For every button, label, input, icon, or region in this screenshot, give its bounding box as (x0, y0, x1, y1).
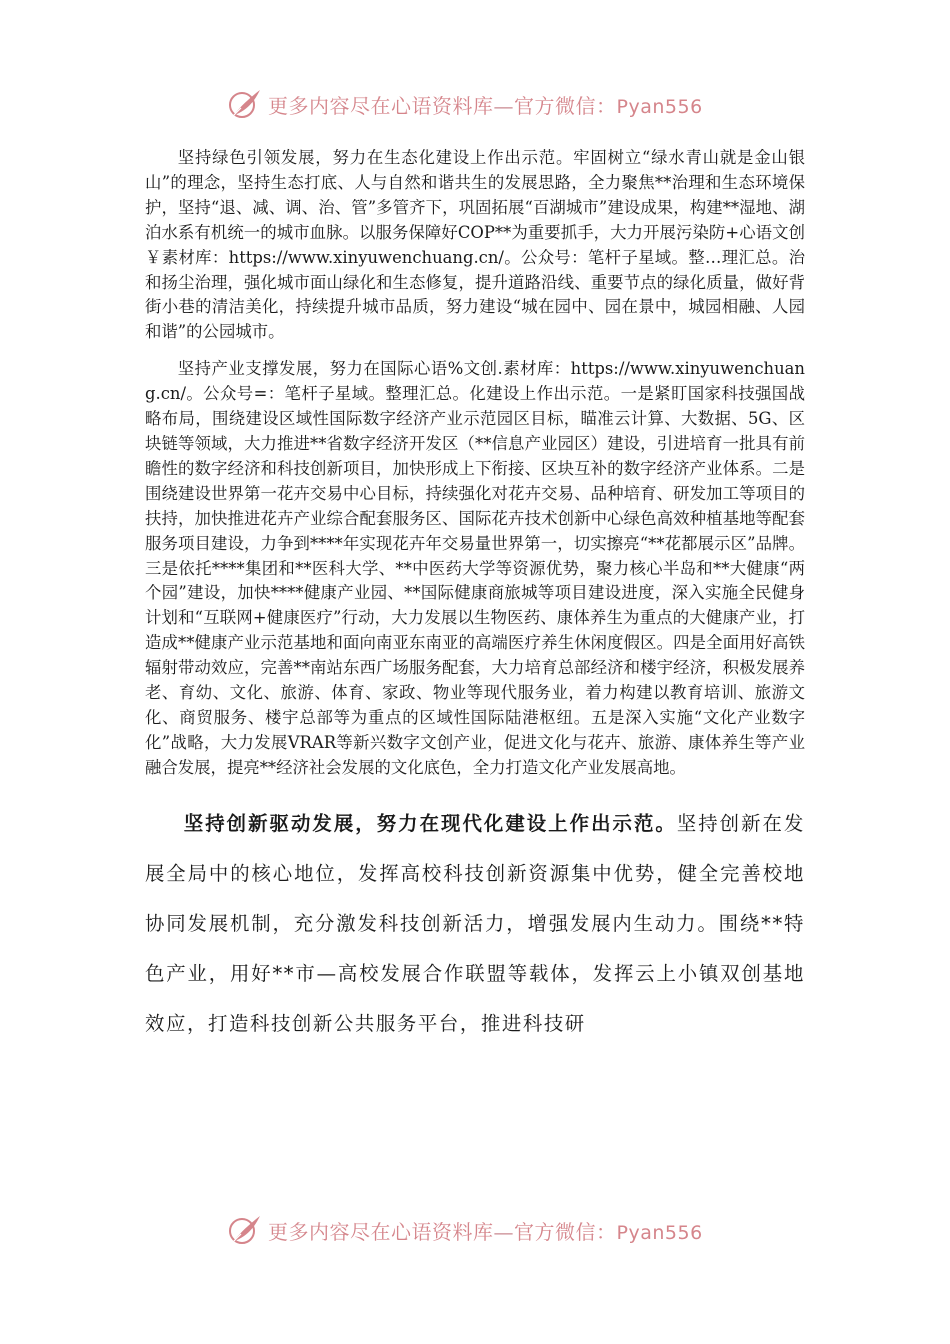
paragraph-lead-heading: 坚持创新驱动发展，努力在现代化建设上作出示范。 (183, 811, 677, 835)
footer-watermark (0, 1210, 950, 1250)
paragraph-innovation-driven (145, 799, 805, 1049)
paragraph-industry-support: 坚持产业支撑发展，努力在国际心语%文创.素材库：https://www.xinyuwenchuang.cn/。公众号=：笔杆子星域。整理汇总。化建设上作出示范。一是紧盯国家科技强国战略布局，围绕建设区域性国际数字经济产业示范园区目标，瞄准云计算、大数据、5G、区块链等领域，大力推进**省数字经济开发区（**信息产业园区）建设，引进培育一批具有前瞻性的数字经济和科技创新项目，加快形成上下衔接、区块互补的数字经济产业体系。二是围绕建设世界第一花卉交易中心目标，持续强化对花卉交易、品种培育、研发加工等项目的扶持，加快推进花卉产业综合配套服务区、国际花卉技术创新中心绿色高效种植基地等配套服务项目建设，力争到****年实现花卉年交易量世界第一，切实擦亮“**花都展示区”品牌。三是依托****集团和**医科大学、**中医药大学等资源优势，聚力核心半岛和**大健康“两个园”建设，加快****健康产业园、**国际健康商旅城等项目建设进度，深入实施全民健身计划和“互联网+健康医疗”行动，大力发展以生物医药、康体养生为重点的大健康产业，打造成**健康产业示范基地和面向南亚东南亚的高端医疗养生休闲度假区。四是全面用好高铁辐射带动效应，完善**南站东西广场服务配套，大力培育总部经济和楼宇经济，积极发展养老、育幼、文化、旅游、体育、家政、物业等现代服务业，着力构建以教育培训、旅游文化、商贸服务、楼宇总部等为重点的区域性国际陆港枢纽。五是深入实施“文化产业数字化”战略，大力发展VRAR等新兴数字文创产业，促进文化与花卉、旅游、康体养生等产业融合发展，提亮**经济社会发展的文化底色，全力打造文化产业发展高地。 (145, 359, 805, 777)
watermark-title: 更多内容尽在心语资料库 (268, 94, 494, 118)
watermark-contact-label: 官方微信： (514, 94, 617, 118)
watermark-text-line (268, 90, 703, 119)
paragraph-green-development: 坚持绿色引领发展，努力在生态化建设上作出示范。牢固树立“绿水青山就是金山银山”的理念，坚持生态打底、人与自然和谐共生的发展思路，全力聚焦**治理和生态环境保护，坚持“退、减、调、治、管”多管齐下，巩固拓展“百湖城市”建设成果，构建**湿地、湖泊水系有机统一的城市血脉。以服务保障好COP**为重要抓手，大力开展污染防+心语文创￥素材库：https://www.xinyuwenchuang.cn/。公众号：笔杆子星域。整…理汇总。治和扬尘治理，强化城市面山绿化和生态修复，提升道路沿线、重要节点的绿化质量，做好背街小巷的清洁美化，持续提升城市品质，努力建设“城在园中、园在景中，城园相融、人园和谐”的公园城市。 (145, 148, 805, 342)
watermark-contact-id: Pyan556 (616, 96, 703, 118)
watermark-contact-id: Pyan556 (616, 1222, 703, 1244)
quill-logo-icon (227, 1212, 263, 1248)
header-watermark (0, 84, 950, 124)
paragraph-body-text: 坚持创新在发展全局中的核心地位，发挥高校科技创新资源集中优势，健全完善校地协同发展机制，充分激发科技创新活力，增强发展内生动力。围绕**特色产业，用好**市—高校发展合作联盟等载体，发挥云上小镇双创基地效应，打造科技创新公共服务平台，推进科技研 (145, 811, 805, 1035)
watermark-title: 更多内容尽在心语资料库 (268, 1220, 494, 1244)
quill-logo-icon (227, 86, 263, 122)
watermark-separator: — (493, 1220, 514, 1244)
watermark-text-line (268, 1216, 703, 1245)
watermark-contact-label: 官方微信： (514, 1220, 617, 1244)
document-body (145, 146, 805, 1049)
watermark-separator: — (493, 94, 514, 118)
